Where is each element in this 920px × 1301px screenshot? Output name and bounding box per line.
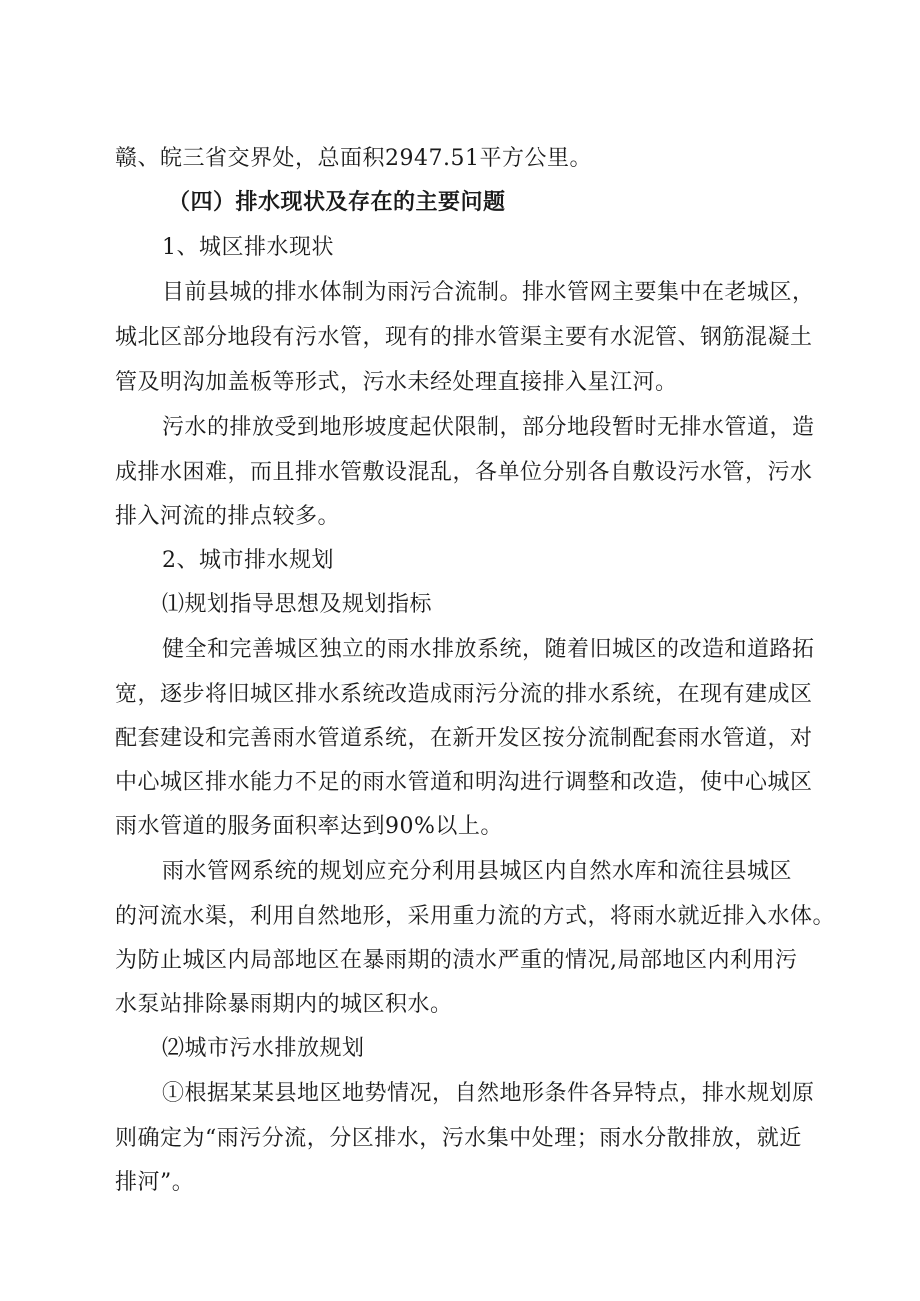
text-line-9: 排入河流的排点较多。 — [115, 504, 341, 529]
text-line-23: 则确定为“雨污分流，分区排水，污水集中处理；雨水分散排放，就近 — [115, 1126, 802, 1151]
item-heading-2: ⑵城市污水排放规划 — [162, 1036, 365, 1061]
text-line-24: 排河”。 — [115, 1170, 195, 1195]
text-line-4: 目前县城的排水体制为雨污合流制。排水管网主要集中在老城区， — [162, 280, 815, 305]
subsection-heading-2: 2、城市排水规划 — [162, 548, 334, 573]
text-line-15: 中心城区排水能力不足的雨水管道和明沟进行调整和改造，使中心城区 — [115, 770, 813, 795]
text-line-18: 的河流水渠，利用自然地形，采用重力流的方式，将雨水就近排入水体。 — [115, 904, 836, 929]
text-line-19: 为防止城区内局部地区在暴雨期的渍水严重的情况,局部地区内利用污 — [115, 948, 798, 973]
text-line-17: 雨水管网系统的规划应充分利用县城区内自然水库和流往县城区 — [162, 859, 793, 884]
text-line-22: ①根据某某县地区地势情况，自然地形条件各异特点，排水规划原 — [162, 1081, 815, 1106]
text-line-14: 配套建设和完善雨水管道系统，在新开发区按分流制配套雨水管道，对 — [115, 726, 813, 751]
text-line-7: 污水的排放受到地形坡度起伏限制，部分地段暂时无排水管道，造 — [162, 415, 815, 440]
text-line-13: 宽，逐步将旧城区排水系统改造成雨污分流的排水系统，在现有建成区 — [115, 682, 813, 707]
item-heading-1: ⑴规划指导思想及规划指标 — [162, 592, 433, 617]
text-line-16: 雨水管道的服务面积率达到90%以上。 — [115, 814, 503, 839]
text-line-12: 健全和完善城区独立的雨水排放系统，随着旧城区的改造和道路拓 — [162, 637, 815, 662]
text-line-8: 成排水困难，而且排水管敷设混乱，各单位分别各自敷设污水管，污水 — [115, 460, 813, 485]
text-line-5: 城北区部分地段有污水管，现有的排水管渠主要有水泥管、钢筋混凝土 — [115, 325, 813, 350]
text-line-6: 管及明沟加盖板等形式，污水未经处理直接排入星江河。 — [115, 370, 678, 395]
text-line-1: 赣、皖三省交界处，总面积2947.51平方公里。 — [115, 146, 592, 171]
section-heading-4: （四）排水现状及存在的主要问题 — [168, 190, 506, 215]
text-line-20: 水泵站排除暴雨期内的城区积水。 — [115, 992, 453, 1017]
subsection-heading-1: 1、城区排水现状 — [162, 235, 334, 260]
